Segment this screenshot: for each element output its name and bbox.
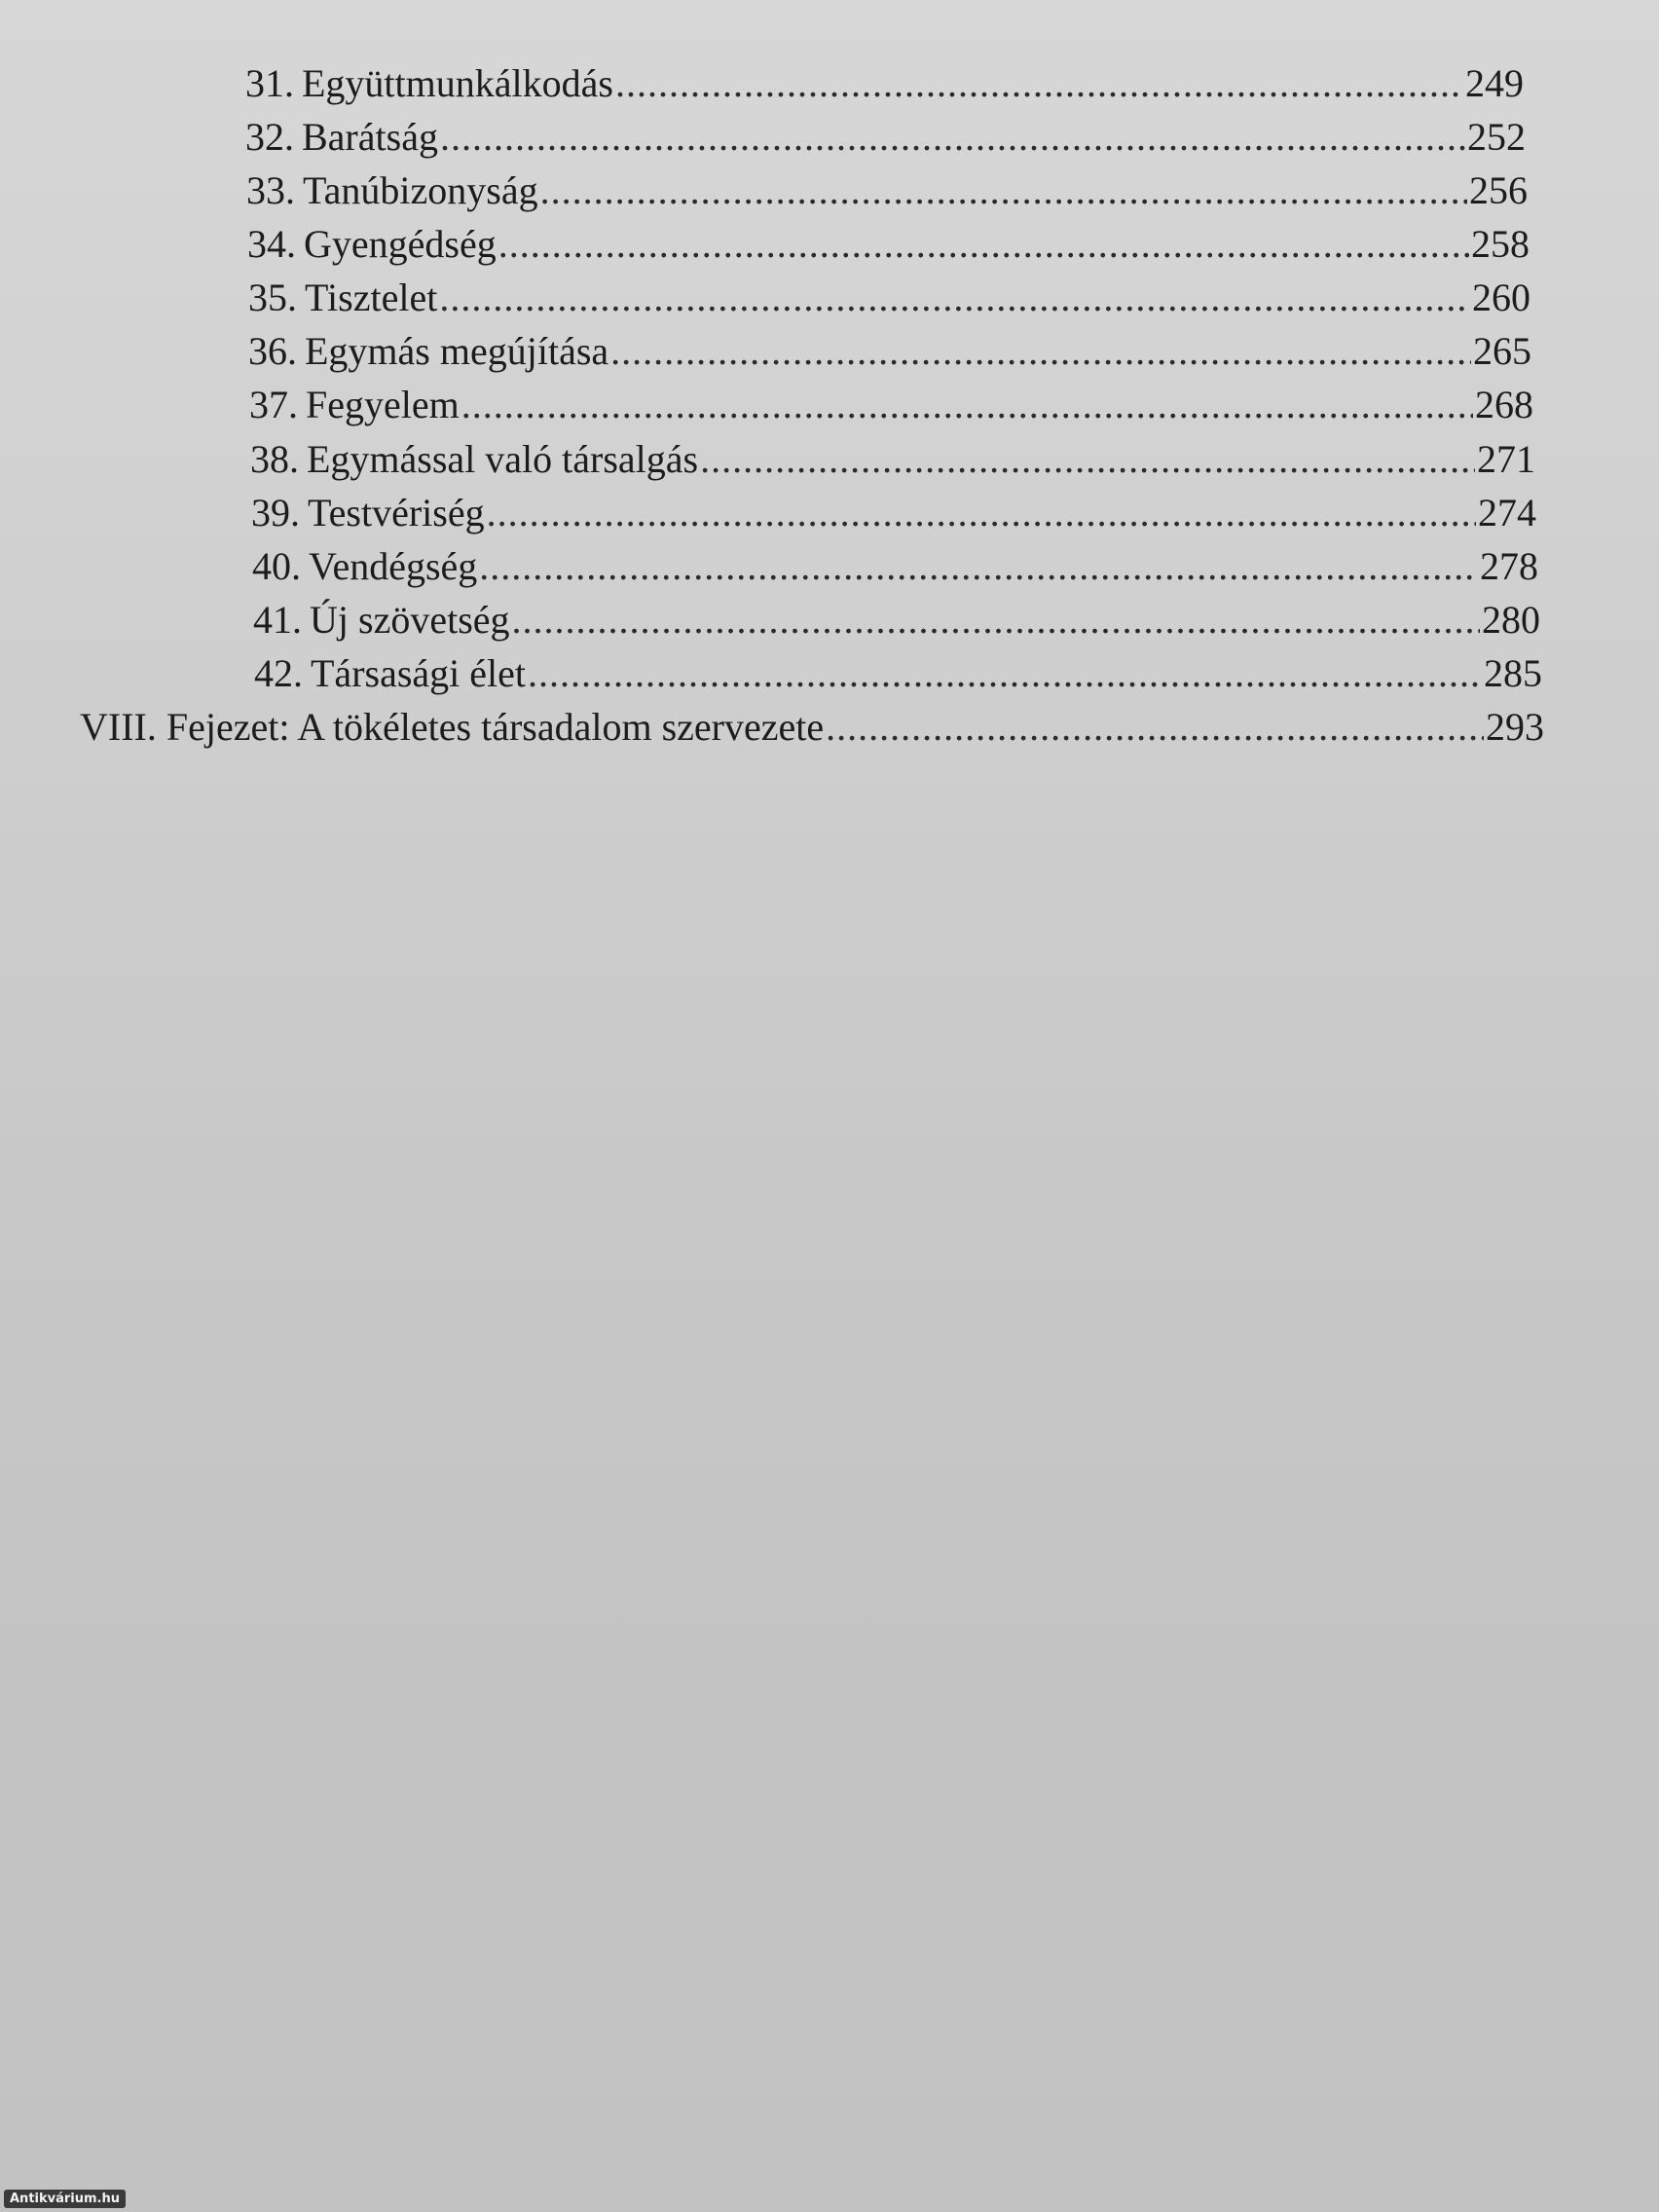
leader-dots [615,56,1463,111]
entry-title: Tanúbizonyság [303,168,538,212]
entry-title: Gyengédség [304,222,497,266]
entry-number: 31. [245,61,294,105]
toc-entry [237,324,1531,379]
entry-number: 37. [249,383,298,426]
toc-entry [236,217,1530,272]
entry-title: Új szövetség [310,598,510,642]
toc-chapter-entry [80,700,1544,755]
site-watermark: Antikvárium.hu [4,2190,126,2208]
toc-entry [242,646,1542,701]
chapter-title: Fejezet: A tökéletes társadalom szervezete [166,705,825,749]
entry-number: 32. [245,115,294,159]
chapter-number: VIII. [80,705,157,749]
chapter-page-number: 293 [1486,705,1544,749]
entry-page-number: 271 [1477,437,1535,481]
leader-dots [487,486,1476,540]
toc-entry [234,56,1524,111]
leader-dots [461,378,1473,432]
toc-entry [238,378,1533,432]
leader-dots [610,324,1471,379]
entry-number: 36. [248,329,297,373]
leader-dots [439,271,1470,325]
entry-number: 39. [251,491,300,535]
entry-number: 33. [246,168,295,212]
toc-entry [240,486,1536,540]
toc-entry [239,432,1535,487]
entry-page-number: 265 [1473,329,1531,373]
entry-page-number: 274 [1478,491,1536,535]
entry-page-number: 278 [1480,544,1538,588]
leader-dots [440,110,1465,165]
entry-number: 35. [248,276,297,319]
toc-entry [235,164,1528,218]
entry-page-number: 285 [1484,651,1542,695]
entry-page-number: 260 [1472,276,1530,319]
entry-title: Egymás megújítása [305,329,609,373]
entry-title: Egymással való társalgás [307,437,699,481]
entry-page-number: 268 [1475,383,1533,426]
entry-page-number: 249 [1465,61,1524,105]
leader-dots [479,539,1478,594]
leader-dots [540,164,1467,218]
leader-dots [528,646,1482,701]
leader-dots [498,217,1469,272]
entry-number: 40. [252,544,301,588]
entry-title: Testvériség [308,491,485,535]
entry-number: 42. [254,651,303,695]
entry-page-number: 256 [1469,168,1528,212]
entry-title: Vendégség [309,544,478,588]
leader-dots [700,432,1475,487]
entry-title: Társasági élet [311,651,526,695]
entry-title: Fegyelem [306,383,460,426]
toc-entry [234,110,1526,165]
toc-entry [237,271,1530,325]
entry-page-number: 252 [1467,115,1526,159]
leader-dots [512,593,1480,647]
entry-number: 34. [247,222,296,266]
entry-title: Barátság [302,115,438,159]
entry-page-number: 280 [1482,598,1540,642]
entry-number: 41. [253,598,302,642]
entry-page-number: 258 [1471,222,1530,266]
entry-number: 38. [250,437,299,481]
entry-title: Együttmunkálkodás [302,61,613,105]
toc-entry [241,593,1540,647]
toc-entry [240,539,1538,594]
leader-dots [826,700,1484,755]
entry-title: Tisztelet [305,276,438,319]
